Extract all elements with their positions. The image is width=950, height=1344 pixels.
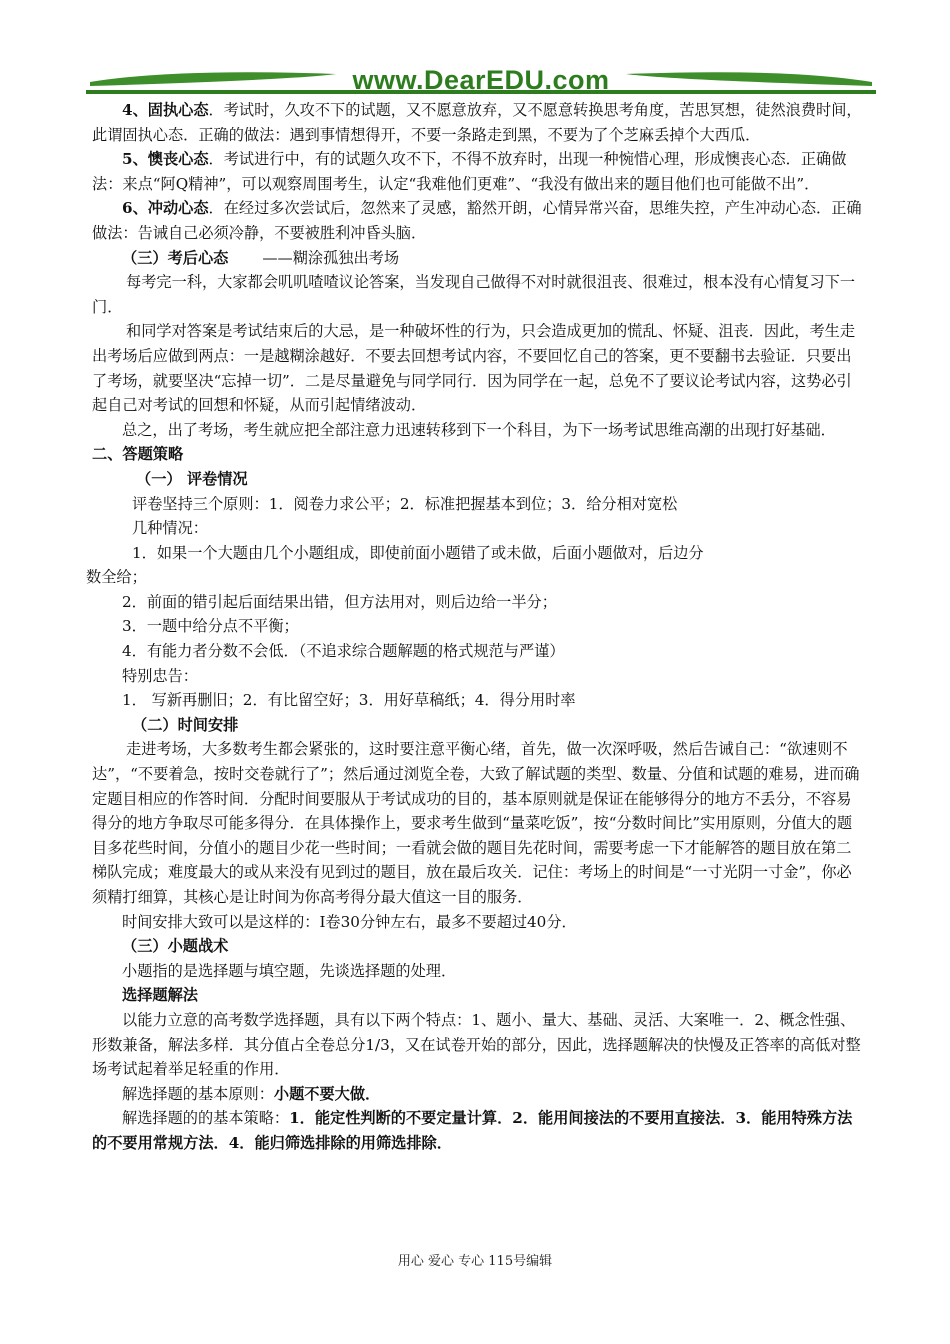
site-brand-logo[interactable]: www.DearEDU.com [352, 65, 610, 95]
tactics-intro: 小题指的是选择题与填空题，先谈选择题的处理． [122, 961, 457, 980]
paragraph-frustrated-mindset [92, 147, 862, 196]
section-heading-answer-strategy: 二、答题策略 [92, 445, 184, 464]
after-exam-subtitle: ——糊涂孤独出考场 [262, 248, 399, 267]
grading-case-1b: 数全给； [86, 568, 147, 587]
heading-choice-question-method: 选择题解法 [122, 986, 198, 1005]
document-body [86, 98, 862, 1156]
heading-impulsive-mindset: 6、冲动心态 [122, 199, 209, 218]
grading-cases-label: 几种情况： [132, 519, 208, 538]
subheading-time-arrangement: （二）时间安排 [132, 715, 239, 734]
subheading-grading: （一） 评卷情况 [136, 469, 248, 488]
text-impulsive-mindset: ．在经过多次尝试后，忽然来了灵感，豁然开朗，心情异常兴奋，思维失控，产生冲动心态．正确做法：告诫自己必须冷静，不要被胜利冲昏头脑． [92, 199, 862, 242]
heading-frustrated-mindset: 5、懊丧心态 [122, 150, 209, 169]
text-stubborn-mindset: ．考试时，久攻不下的试题，又不愿意放弃，又不愿意转换思考角度，苦思冥想，徒然浪费时间，此谓固执心态．正确的做法：遇到事情想得开，不要一条路走到黑，不要为了个芝麻丢掉个大西瓜． [92, 101, 862, 144]
choice-principle [92, 1082, 862, 1107]
page-footer: 用心 爱心 专心 115号编辑 [397, 1254, 553, 1269]
grading-principles: 评卷坚持三个原则：1．阅卷力求公平；2．标准把握基本到位；3．给分相对宽松 [132, 494, 678, 513]
choice-strategy [92, 1106, 862, 1155]
site-header-banner [86, 60, 876, 100]
paragraph-stubborn-mindset [92, 98, 862, 147]
after-exam-heading: （三）考后心态 [122, 248, 229, 267]
grading-advice-label: 特别忠告： [122, 666, 198, 685]
choice-strategy-label: 解选择题的的基本策略： [122, 1109, 290, 1128]
text-frustrated-mindset: ．考试进行中，有的试题久攻不下，不得不放弃时，出现一种惋惜心理，形成懊丧心态．正确做法：来点“阿Q精神”，可以观察周围考生，认定“我难他们更难”、“我没有做出来的题目他们也可能做不出”． [92, 150, 847, 193]
paragraph-choice-method: 以能力立意的高考数学选择题，具有以下两个特点：1、题小、量大、基础、灵活、大案唯一．2、概念性强、形数兼备，解法多样．其分值占全卷总分1/3，又在试卷开始的部分，因此，选择题解决的快慢及正答率的高低对整场考试起着举足轻重的作用． [92, 1010, 861, 1079]
choice-principle-label: 解选择题的基本原则： [122, 1084, 274, 1103]
paragraph-after-exam-2: 和同学对答案是考试结束后的大忌，是一种破坏性的行为，只会造成更加的慌乱、怀疑、沮丧．因此，考生走出考场后应做到两点：一是越糊涂越好．不要去回想考试内容，不要回忆自己的答案，更不要翻书去验证．只要出了考场，就要坚决“忘掉一切”．二是尽量避免与同学同行．因为同学在一起，总免不了要议论考试内容，这势必引起自己对考试的回想和怀疑，从而引起情绪波动． [92, 322, 855, 415]
grading-case-4: 4．有能力者分数不会低．（不追求综合题解题的格式规范与严谨） [122, 642, 565, 661]
paragraph-time-arrangement-2: 时间安排大致可以是这样的：Ⅰ卷30分钟左右，最多不要超过40分． [122, 912, 577, 931]
paragraph-time-arrangement-1: 走进考场，大多数考生都会紧张的，这时要注意平衡心绪，首先，做一次深呼吸，然后告诫自己：“欲速则不达”，“不要着急，按时交卷就行了”；然后通过浏览全卷，大致了解试题的类型、数量、分值和试题的难易，进而确定题目相应的作答时间．分配时间要服从于考试成功的目的，基本原则就是保证在能够得分的地方不丢分，不容易得分的地方争取尽可能多得分．在具体操作上，要求考生做到“量菜吃饭”，按“分数时间比”实用原则，分值大的题目多花些时间，分值小的题目少花一些时间；一看就会做的题目先花时间，需要考虑一下才能解答的题目放在第二梯队完成；难度最大的或从来没有见到过的题目，放在最后攻关．记住：考场上的时间是“一寸光阴一寸金”，你必须精打细算，其核心是让时间为你高考得分最大值这一目的服务． [92, 740, 860, 906]
paragraph-after-exam-1: 每考完一科，大家都会叽叽喳喳议论答案，当发现自己做得不对时就很沮丧、很难过，根本没有心情复习下一门． [92, 273, 855, 316]
choice-principle-value: 小题不要大做． [273, 1084, 381, 1103]
grading-case-3: 3．一题中给分点不平衡； [122, 617, 299, 636]
choice-strategy-value: 1．能定性判断的不要定量计算．2．能用间接法的不要用直接法．3．能用特殊方法的不要用常规方法．4．能归筛选排除的用筛选排除． [92, 1109, 853, 1152]
paragraph-after-exam-3: 总之，出了考场，考生就应把全部注意力迅速转移到下一个科目，为下一场考试思维高潮的出现打好基础． [122, 420, 836, 439]
paragraph-impulsive-mindset [92, 196, 862, 245]
heading-stubborn-mindset: 4、固执心态 [122, 101, 209, 119]
grading-advice: 1． 写新再删旧；2．有比留空好；3．用好草稿纸；4．得分用时率 [122, 691, 576, 710]
grading-case-2: 2．前面的错引起后面结果出错，但方法用对，则后边给一半分； [122, 592, 557, 611]
section-heading-after-exam [92, 246, 862, 271]
grading-case-1a: 1．如果一个大题由几个小题组成，即使前面小题错了或未做，后面小题做对，后边分 [132, 543, 704, 562]
subheading-small-question-tactics: （三）小题战术 [122, 937, 229, 956]
